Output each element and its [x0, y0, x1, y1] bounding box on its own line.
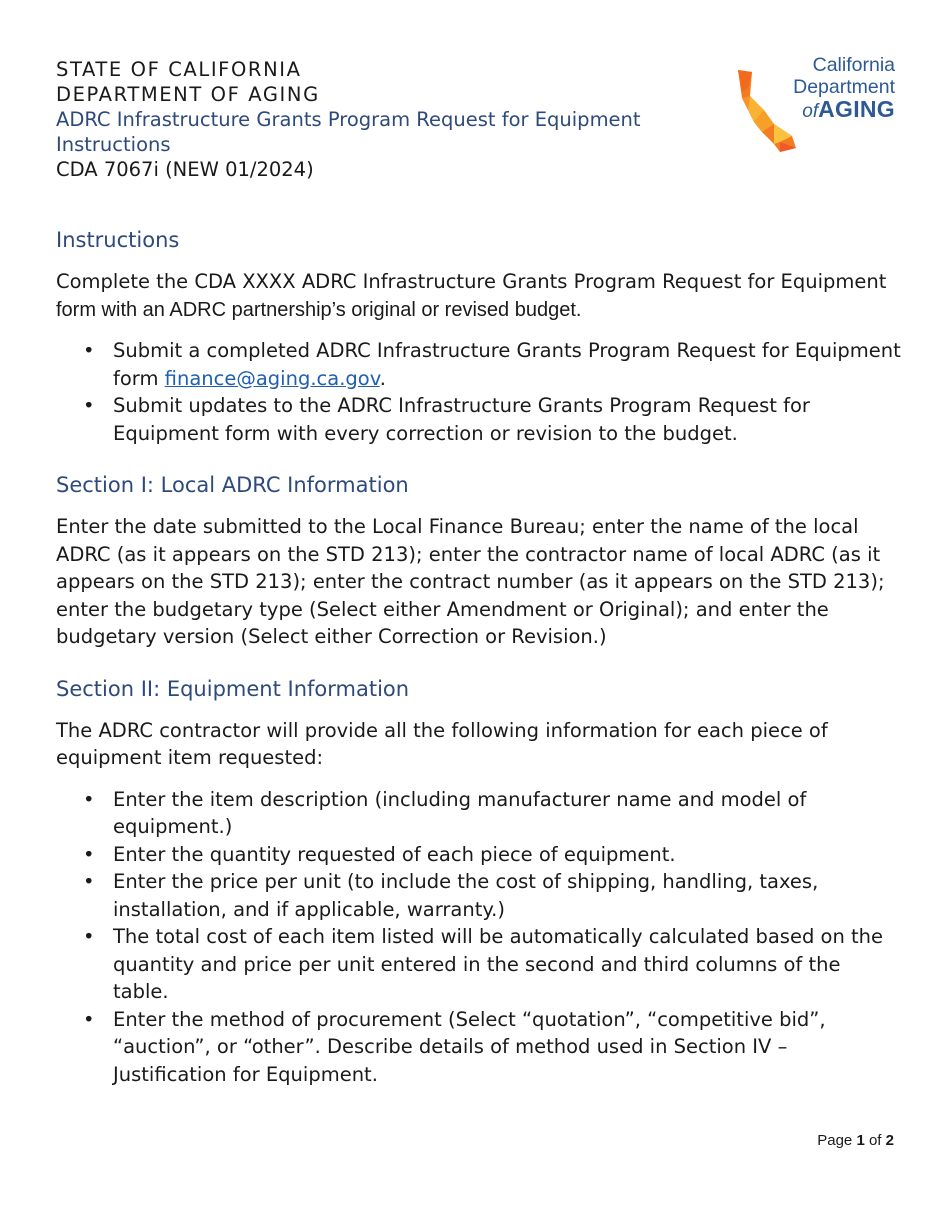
org-department: DEPARTMENT OF AGING [56, 83, 320, 106]
document-header [56, 57, 716, 182]
section2-heading: Section II: Equipment Information [56, 676, 410, 701]
list-item: • Enter the quantity requested of each piece of equipment. [56, 841, 901, 869]
page-total: 2 [885, 1132, 894, 1149]
section1-heading: Section I: Local ADRC Information [56, 473, 409, 497]
list-item: • Enter the price per unit (to include the cost of shipping, handling, taxes, installation, and if applicable, warranty.) [56, 868, 901, 923]
list-item [56, 337, 901, 392]
list-item: • Enter the method of procurement (Select “quotation”, “competitive bid”, “auction”, or “other”. Describe details of method used in Section IV – Justification for Equipment. [56, 1006, 901, 1089]
document-subtitle: Instructions [56, 133, 171, 156]
form-code: CDA 7067i (NEW 01/2024) [56, 158, 314, 181]
finance-email-link[interactable]: finance@aging.ca.gov [164, 366, 380, 390]
logo-text-department: Department [793, 76, 895, 98]
page-current: 1 [856, 1132, 865, 1149]
instructions-heading: Instructions [56, 228, 180, 252]
list-item: • Submit updates to the ADRC Infrastructure Grants Program Request for Equipment form with every correction or revision to the budget. [56, 392, 901, 447]
page-of: of [868, 1132, 882, 1149]
logo-text-of: of [802, 101, 819, 122]
logo-text-aging [802, 96, 895, 123]
list-item-period: . [379, 366, 386, 390]
instructions-list [56, 337, 901, 447]
logo-text-california: California [812, 54, 895, 76]
intro-line1: Complete the CDA XXXX ADRC Infrastructure Grants Program Request for Equipment [56, 270, 887, 293]
org-state: STATE OF CALIFORNIA [56, 58, 302, 81]
list-item: • Enter the item description (including manufacturer name and model of equipment.) [56, 786, 901, 841]
list-item-text: Submit a completed ADRC Infrastructure Grants Program Request for Equipment form [113, 339, 901, 390]
page-number [817, 1132, 894, 1149]
logo-text-aging-word: AGING [818, 96, 895, 122]
page-word: Page [817, 1132, 853, 1149]
section1-body: Enter the date submitted to the Local Finance Bureau; enter the name of the local ADRC (as it appears on the STD 213); enter the contractor name of local ADRC (as it appears on the STD 213); enter the contract number (as it appears on the STD 213); enter the budgetary type (Select either Amendment or Original); and enter the budgetary version (Select either Correction or Revision.) [56, 515, 885, 648]
document-body [56, 224, 901, 1088]
section2-intro: The ADRC contractor will provide all the following information for each piece of equipment item requested: [56, 718, 828, 769]
list-item: • The total cost of each item listed will be automatically calculated based on the quantity and price per unit entered in the second and third columns of the table. [56, 923, 901, 1006]
cda-logo [734, 52, 899, 156]
document-title: ADRC Infrastructure Grants Program Request for Equipment [56, 108, 641, 131]
intro-line2: form with an ADRC partnership’s original or revised budget. [56, 298, 582, 321]
section2-list [56, 786, 901, 1089]
instructions-intro [56, 268, 901, 324]
